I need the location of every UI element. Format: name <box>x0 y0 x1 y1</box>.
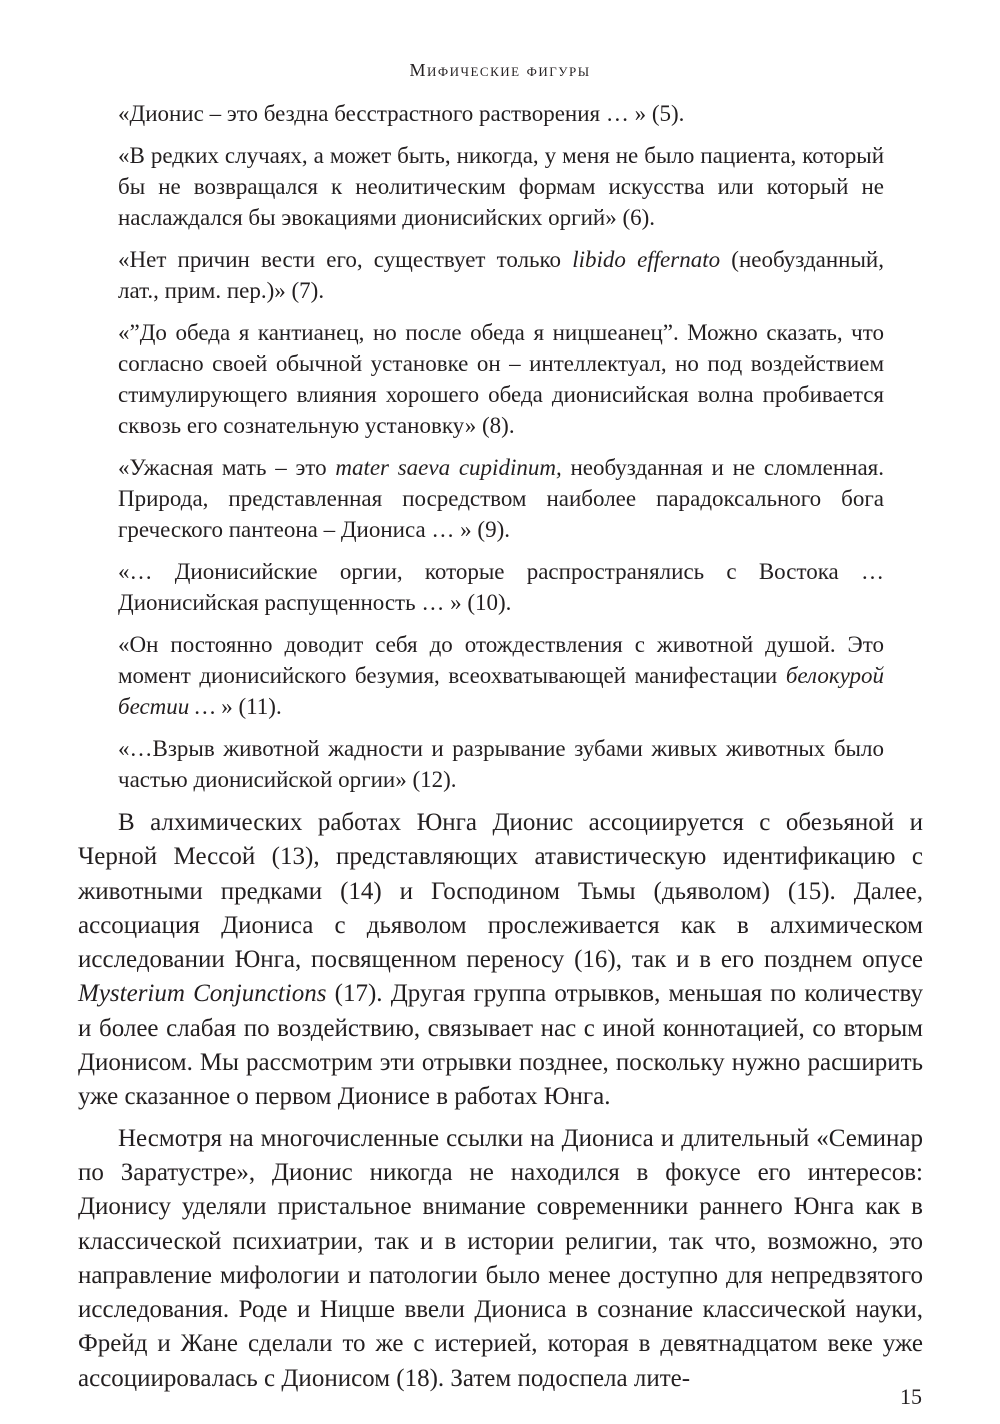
running-head: Мифические фигуры <box>409 60 591 80</box>
page-number: 15 <box>900 1384 922 1409</box>
paragraph: В алхимических работах Юнга Дионис ассоциируется с обезьяной и Черной Мессой (13), представляющих атавистическую идентификацию с животными предками (14) и Господином Тьмы (дьяволом) (15). Далее, ассоциация Диониса с дьяволом прослеживается как в алхимическом исследовании Юнга, посвященном переносу (16), так и в его позднем опусе Mysterium Conjunctions (17). Другая группа отрывков, меньшая по количеству и более слабая по воздействию, связывает нас с иной коннотацией, со вторым Дионисом. Мы рассмотрим эти отрывки позднее, поскольку нужно расширить уже сказанное о первом Дионисе в работах Юнга. <box>78 809 923 1111</box>
quotation: «Дионис – это бездна бесстрастного растворения … » (5). <box>118 101 685 126</box>
quotation: «Он постоянно доводит себя до отождествления с животной душой. Это момент дионисийского безумия, всеохватывающей манифестации белокурой бестии … » (11). <box>118 632 884 719</box>
paragraph: Несмотря на многочисленные ссылки на Диониса и длительный «Семинар по Заратустре», Дионис никогда не находился в фокусе его интересов: Дионису уделяли пристальное внимание современники раннего Юнга как в классической психиатрии, так и в истории религии, так что, возможно, это направление мифологии и патологии было менее доступно для непредвзятого исследования. Роде и Ницше ввели Диониса в сознание классической науки, Фрейд и Жане сделали то же с истерией, которая в девятнадцатом веке уже ассоциировалась с Дионисом (18). Затем подоспела лите- <box>78 1124 923 1392</box>
italic-term: mater saeva cupidinum, <box>335 455 562 480</box>
italic-term: libido effernato <box>572 247 721 272</box>
italic-term: белокурой бестии … <box>118 663 884 719</box>
quotation: «… Дионисийские оргии, которые распространялись с Востока … Дионисийская распущенность … » (10). <box>118 559 884 615</box>
quotation: «В редких случаях, а может быть, никогда, у меня не было пациента, который бы не возвращался к неолитическим формам искусства или который не наслаждался бы эвокациями дионисийских оргий» (6). <box>118 143 884 230</box>
quotation: «Ужасная мать – это mater saeva cupidinum, необузданная и не сломленная. Природа, представленная посредством наиболее парадоксального бога греческого пантеона – Диониса … » (9). <box>118 455 884 542</box>
quotations-block <box>118 98 884 806</box>
quotation: «…Взрыв животной жадности и разрывание зубами живых животных было частью дионисийской оргии» (12). <box>118 736 884 792</box>
quotation: «”До обеда я кантианец, но после обеда я ницшеанец”. Можно сказать, что согласно своей обычной установке он – интеллектуал, но под воздействием стимулирующего влияния хорошего обеда дионисийская волна пробивается сквозь его сознательную установку» (8). <box>118 320 884 438</box>
quotation: «Нет причин вести его, существует только libido effernato (необузданный, лат., прим. пер.)» (7). <box>118 247 884 303</box>
italic-title: Mysterium Conjunctions <box>78 980 327 1008</box>
body-text <box>78 806 923 1403</box>
